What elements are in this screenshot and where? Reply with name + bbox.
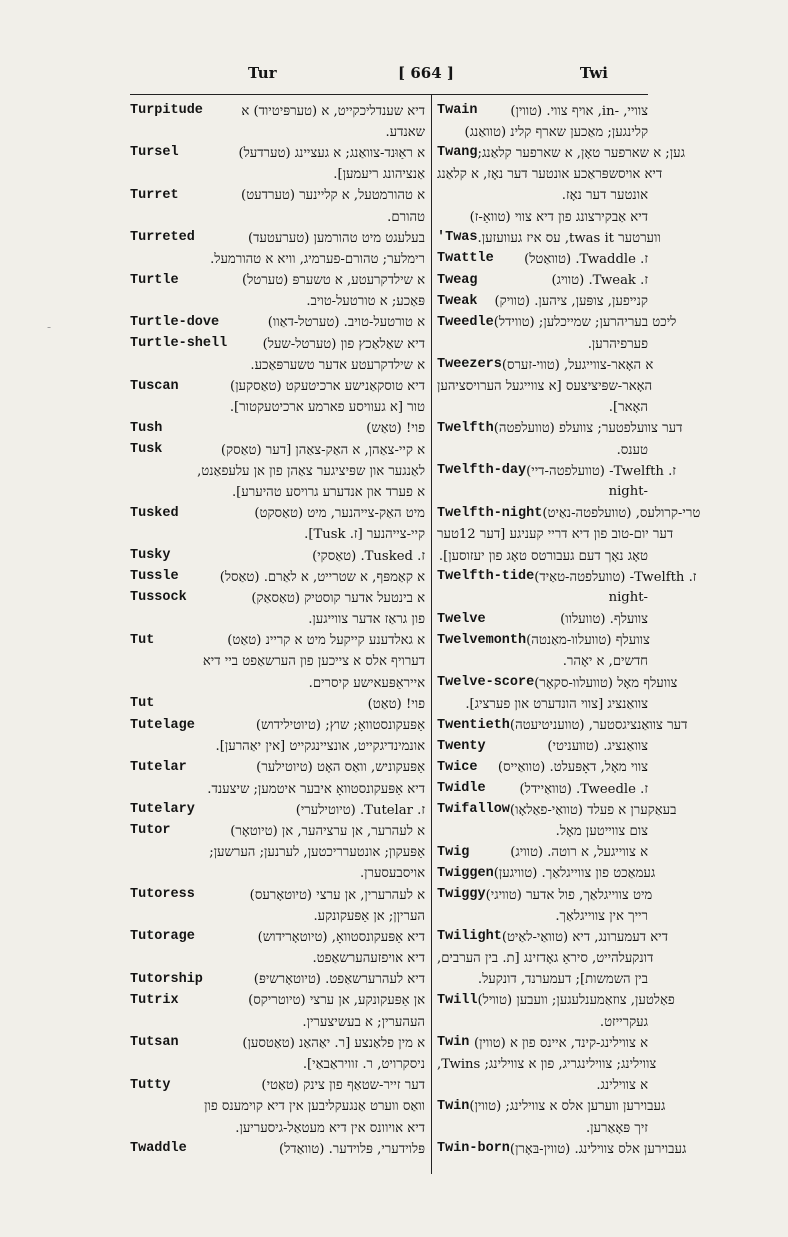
dictionary-entry-line <box>437 439 648 460</box>
gloss: פון גראַז אדער צווייגען. <box>308 612 425 628</box>
gloss: פּאַכע; א טורטעל-טויב. <box>306 294 425 310</box>
dictionary-entry-line <box>437 354 654 375</box>
dictionary-entry-line <box>437 481 648 502</box>
dictionary-entry-line <box>130 524 425 545</box>
dictionary-entry-line <box>130 1117 425 1138</box>
gloss: העהערין; א בעשיצערין. <box>302 1014 425 1030</box>
dictionary-entry-line <box>130 248 425 269</box>
dictionary-entry-line <box>437 397 648 418</box>
dictionary-entry-line <box>437 375 653 396</box>
dictionary-entry-line <box>437 164 663 185</box>
dictionary-entry-line <box>437 990 675 1011</box>
dictionary-entry-line <box>437 1138 687 1159</box>
gloss: קנייפען, צופּען, ציהען. (טוויק) <box>494 294 648 310</box>
gloss: קיי-צייהנער [ז. Tusk]. <box>304 527 425 543</box>
gloss: א שילדקרעטע, א טשערפּ (טערטל) <box>241 273 425 289</box>
gloss: צוויי, -in, אויף צווי. (טווין) <box>510 103 648 119</box>
dictionary-entry-line <box>130 100 425 121</box>
gloss: ז. Tusked. (טאַסקי) <box>312 548 425 564</box>
dictionary-entry-line <box>130 884 425 905</box>
dictionary-entry-line <box>437 121 648 142</box>
gloss: א פערד און אנדערע גרויסע טהיערע]. <box>231 484 425 500</box>
headword: Tutsan <box>130 1035 179 1051</box>
gloss: טור [א געוויסע פארמע ארכיטעקטור]. <box>229 400 425 416</box>
gloss: מיט האַק-צייהנער, מיט (טאַסקט) <box>254 506 425 522</box>
gloss: -night <box>608 484 648 500</box>
gloss: -night <box>608 590 648 606</box>
dictionary-entry-line <box>437 248 648 269</box>
dictionary-entry-line <box>437 524 674 545</box>
dictionary-entry-line <box>437 1117 648 1138</box>
dictionary-entry-line <box>437 587 648 608</box>
headword: Tush <box>130 420 163 436</box>
gloss: ז. Twelfth- (טוועלפטה-טאַיד) <box>534 569 697 585</box>
gloss: צוואַנציג [צווי הונדערט און פערציג]. <box>465 696 648 712</box>
gloss: פוי! (טאַש) <box>366 421 425 437</box>
gloss: דיא אַפּעקונסטוואָ איבער איטמען; שיצענד. <box>207 781 425 797</box>
headword: Tutorage <box>130 929 195 945</box>
gloss: דיא אויפזעהערשאַפט. <box>312 951 425 967</box>
headword: Tut <box>130 632 155 648</box>
headword: Turreted <box>130 230 195 246</box>
dictionary-entry-line <box>437 185 648 206</box>
dictionary-entry-line <box>437 630 648 651</box>
headword: Twidle <box>437 781 486 797</box>
gloss: א גאלדענע קייקעל מיט א קריינ (טאַט) <box>227 633 425 649</box>
gloss: שאנדע. <box>385 124 425 140</box>
gloss: קלינגען; מאַכען שארף קלינ (טוואַנג) <box>464 124 648 140</box>
dictionary-entry-line <box>437 503 701 524</box>
gloss: ז. Twelfth- (טוועלפטה-דיי) <box>526 463 676 479</box>
gloss: פערפיהרען. <box>587 336 648 352</box>
dictionary-entry-line <box>437 1075 648 1096</box>
gloss: דיא אַבקירצונג פון דיא צווי (טוואַ-ז) <box>469 209 648 225</box>
gloss: ווערטער twas it, עס איז געוועזען. <box>477 230 661 246</box>
margin-mark: - <box>47 320 52 334</box>
dictionary-entry-line <box>130 736 425 757</box>
gloss: א צווילינג-קינד, איינס פון א (טווין) <box>473 1035 648 1051</box>
header-left-guide-word: Tur <box>248 64 277 82</box>
gloss: א טהורמטעל, א קליינער (טערדעט) <box>241 188 425 204</box>
headword: Twice <box>437 759 478 775</box>
headword: Twentieth <box>437 717 510 733</box>
gloss: געקרייזט. <box>599 1014 648 1030</box>
gloss: דער זייר-שטאַף פון צינק (טאַטי) <box>261 1078 425 1094</box>
dictionary-entry-line <box>130 778 425 799</box>
gloss: א שילדקרעטע אדער טשערפּאַכע. <box>250 357 425 373</box>
dictionary-entry-line <box>437 863 656 884</box>
gloss: דיא דעמערונג, דיא (טוואַי-לאַיט) <box>501 929 668 945</box>
headword: Twenty <box>437 738 486 754</box>
dictionary-entry-line <box>437 460 676 481</box>
gloss: בעלעגט מיט טהורמען (טערעטעד) <box>247 230 425 246</box>
headword: Twill <box>437 992 478 1008</box>
gloss: טענס. <box>616 442 648 458</box>
headword: Twifallow <box>437 802 510 818</box>
dictionary-entry-line <box>437 1053 657 1074</box>
gloss: א האָאר-צווייגעל, (טווי-זערס) <box>501 357 654 373</box>
headword: Twelve <box>437 611 486 627</box>
dictionary-entry-line <box>130 630 425 651</box>
dictionary-entry-line <box>437 1032 648 1053</box>
dictionary-entry-line <box>130 1138 425 1159</box>
dictionary-entry-line <box>130 164 425 185</box>
headword: Twelfth-night <box>437 505 543 521</box>
gloss: חדשים, א יאָהר. <box>562 654 648 670</box>
dictionary-entry-line <box>130 354 425 375</box>
dictionary-entry-line <box>437 333 648 354</box>
dictionary-entry-line <box>437 778 648 799</box>
dictionary-entry-line <box>130 926 425 947</box>
gloss: דיא טוסקאַנישע ארכיטעקט (טאַסקען) <box>230 379 425 395</box>
headword: Turtle <box>130 272 179 288</box>
gloss: אַפּעקון; אונטערריכטען, לערנען; הערשען; <box>209 845 425 861</box>
headword: Tursel <box>130 145 179 161</box>
gloss: א צווילינג. <box>596 1078 648 1094</box>
gloss: האָאר]. <box>608 400 648 416</box>
gloss: לאַנגער און שפּיציגער צאַהן פון אן עלעפאַנט, <box>197 463 425 479</box>
gloss: אונמינדיגקייט, אונציינגקייט [אין יאַהרען]. <box>215 739 425 755</box>
headword: Twin <box>437 1098 470 1114</box>
gloss: א ראַוּנד-צוואַנג; א געציינג (טערדעל) <box>238 145 425 161</box>
left-column <box>130 100 425 1159</box>
dictionary-entry-line <box>437 609 648 630</box>
headword: Twin-born <box>437 1141 510 1157</box>
dictionary-entry-line <box>437 566 697 587</box>
gloss: געבוירען אלס צווילינג. (טווין-בּאָרן) <box>509 1141 687 1157</box>
dictionary-entry-line <box>437 948 654 969</box>
headword: Tweag <box>437 272 478 288</box>
dictionary-entry-line <box>437 418 683 439</box>
dictionary-entry-line <box>130 481 425 502</box>
dictionary-entry-line <box>130 1096 425 1117</box>
gloss: דער צוועלפטער; צוועלפ (טוועלפטה) <box>493 421 683 437</box>
headword: Tussock <box>130 590 187 606</box>
dictionary-entry-line <box>130 1011 425 1032</box>
gloss: בין השמשות]; דעמערנד, דונקעל. <box>477 972 648 988</box>
gloss: פּלוידערי, פּלוידער. (טוואַדל) <box>278 1141 425 1157</box>
gloss: ז. Twaddle. (טוואַטל) <box>524 251 648 267</box>
dictionary-entry-line <box>130 969 425 990</box>
headword: Turtle-dove <box>130 314 220 330</box>
gloss: דיא לעהרערשאַפט. (טיוטאָרשיפּ) <box>253 972 425 988</box>
gloss: גען; א שארפער טאָן, א שארפער קלאַנג; <box>477 145 685 161</box>
gloss: דיא אויוונס אין דיא מעטאַל-גיסעריען. <box>235 1120 425 1136</box>
gloss: אויסבעסערן. <box>359 866 425 882</box>
gloss: א קאַמפּף, א שטרייט, א לאַרם. (טאַסל) <box>219 569 425 585</box>
dictionary-entry-line <box>130 842 425 863</box>
dictionary-entry-line <box>130 121 425 142</box>
dictionary-entry-line <box>437 714 688 735</box>
dictionary-entry-line <box>437 926 668 947</box>
dictionary-entry-line <box>437 799 677 820</box>
gloss: א קיי-צאַהן, א האַק-צאַהן [דער (טאַסק) <box>220 442 425 458</box>
dictionary-entry-line <box>437 820 648 841</box>
headword: Twang <box>437 145 478 161</box>
gloss: געמאַכט פון צווייגלאַך. (טוויגען) <box>493 866 656 882</box>
headword: Twain <box>437 103 478 119</box>
gloss: געבוירען ווערען אלס א צווילינג; (טווין) <box>469 1099 666 1115</box>
gloss: רימלער; טהורם-פערמיג, וויא א טהורמעל. <box>210 251 425 267</box>
headword: Twelvemonth <box>437 632 527 648</box>
gloss: העריןן; אן אַפּעקונקע. <box>313 908 425 924</box>
dictionary-entry-line <box>130 757 425 778</box>
header-right-guide-word: Twi <box>579 64 608 82</box>
gloss: אַפּעקונסטוואָ; שוץ; (טיוטילידוש) <box>255 718 425 734</box>
dictionary-entry-line <box>437 884 653 905</box>
dictionary-entry-line <box>437 651 648 672</box>
gloss: האָאר-שפּיציצעס [א צווייגעל הערויסציהען <box>437 379 653 395</box>
gloss: צוועלף. (טוועלוו) <box>560 612 648 628</box>
headword: Turtle-shell <box>130 336 228 352</box>
dictionary-entry-line <box>130 672 425 693</box>
dictionary-entry-line <box>130 397 425 418</box>
gloss: טאָג נאָך דעם געבורטס טאָג פון יעזוסען]. <box>438 548 648 564</box>
dictionary-entry-line <box>130 609 425 630</box>
gloss: וואַס ווערט אַנגעקליבען אין דיא קוימענס פון <box>204 1099 425 1115</box>
gloss: פוי! (טאַט) <box>367 696 425 712</box>
dictionary-entry-line <box>130 651 425 672</box>
gloss: מיט צווייגלאַך, פול אדער (טוויגי) <box>485 887 653 903</box>
dictionary-entry-line <box>130 375 425 396</box>
gloss: אייראַפּעאישע קיסרים. <box>308 675 425 691</box>
dictionary-entry-line <box>437 1096 666 1117</box>
gloss: ז. Tweedle. (טוואַיידל) <box>519 781 648 797</box>
dictionary-entry-line <box>130 714 425 735</box>
dictionary-entry-line <box>130 418 425 439</box>
headword: Twiggy <box>437 887 486 903</box>
headword: Twiggen <box>437 865 494 881</box>
dictionary-entry-line <box>130 333 425 354</box>
gloss: פאַלטען, צוזאַמענלעגען; וועבען (טוויל) <box>477 993 675 1009</box>
dictionary-entry-line <box>130 799 425 820</box>
dictionary-entry-line <box>130 206 425 227</box>
gloss: דער יום-טוב פון דיא דריי קעניגע [דער 12טער <box>437 527 674 543</box>
dictionary-entry-line <box>437 672 678 693</box>
header-rule <box>130 94 648 95</box>
gloss: טרי-קרולעס, (טוועלפטה-נאַיט) <box>542 506 701 522</box>
headword: Tusk <box>130 442 163 458</box>
dictionary-entry-line <box>437 842 648 863</box>
headword: Tutelar <box>130 759 187 775</box>
gloss: א צווייגעל, א רוטה. (טוויג) <box>510 845 648 861</box>
dictionary-entry-line <box>130 312 425 333</box>
dictionary-entry-line <box>130 1053 425 1074</box>
dictionary-entry-line <box>130 566 425 587</box>
headword: Twilight <box>437 929 502 945</box>
headword: Tussle <box>130 569 179 585</box>
headword: Twelfth-day <box>437 463 527 479</box>
gloss: דער צוואַנציגסטער, (טוועניטיעטה) <box>509 718 688 734</box>
gloss: א בינטעל אדער קוסטיק (טאַסאַק) <box>251 590 425 606</box>
headword: Twaddle <box>130 1141 187 1157</box>
headword: Twattle <box>437 251 494 267</box>
headword: Tutelage <box>130 717 195 733</box>
dictionary-entry-line <box>130 227 425 248</box>
dictionary-entry-line <box>437 270 648 291</box>
headword: Twig <box>437 844 470 860</box>
headword: Twelfth-tide <box>437 569 535 585</box>
headword: Tutrix <box>130 992 179 1008</box>
gloss: ז. Tutelar. (טיוטילערי) <box>295 802 425 818</box>
column-divider <box>431 94 432 1174</box>
gloss: ז. Tweak. (טוויג) <box>551 273 648 289</box>
headword: Twin <box>437 1035 470 1051</box>
dictionary-entry-line <box>130 185 425 206</box>
dictionary-entry-line <box>437 206 648 227</box>
headword: Tusky <box>130 548 171 564</box>
gloss: זיך פּאָאַרען. <box>585 1120 648 1136</box>
dictionary-entry-line <box>130 142 425 163</box>
headword: Tutelary <box>130 802 195 818</box>
dictionary-entry-line <box>437 969 648 990</box>
gloss: צוועלף מאָל (טוועלוו-סקאָר) <box>534 675 678 691</box>
headword: Tuscan <box>130 378 179 394</box>
gloss: א לעהרער, אן ערציהער, אן (טיוטאָר) <box>230 823 425 839</box>
dictionary-entry-line <box>130 990 425 1011</box>
dictionary-entry-line <box>130 291 425 312</box>
gloss: אונטער דער נאָז. <box>561 188 648 204</box>
dictionary-entry-line <box>437 312 677 333</box>
headword: Tut <box>130 696 155 712</box>
gloss: דונקעלהייט, סיראַ גאָדזינג [ת. בין הערבים, <box>437 951 654 967</box>
dictionary-entry-line <box>130 863 425 884</box>
dictionary-entry-line <box>437 1011 648 1032</box>
page-header <box>130 62 648 90</box>
dictionary-entry-line <box>130 545 425 566</box>
gloss: בעאַקערן א פעלד (טוואַי-פאַלאָו) <box>509 802 677 818</box>
gloss: דיא אַפּעקונסטוואָ, (טיוטאָרידוש) <box>257 929 425 945</box>
dictionary-entry-line <box>437 693 648 714</box>
dictionary-entry-line <box>130 1032 425 1053</box>
gloss: צוועלף (טוועלוו-מאַנטה) <box>526 633 650 649</box>
gloss: א לעהרערין, אן ערצי (טיוטאָרעס) <box>249 887 425 903</box>
dictionary-entry-line <box>437 227 661 248</box>
gloss: צוואַנציג. (טוועניטי) <box>547 739 648 755</box>
headword: Tutorship <box>130 971 203 987</box>
gloss: דיא שאַלאַכץ פון (טערטל-שעל) <box>262 336 425 352</box>
dictionary-entry-line <box>130 948 425 969</box>
dictionary-entry-line <box>130 270 425 291</box>
gloss: טהורם. <box>387 209 425 225</box>
gloss: אַנציהונג ריעמען]. <box>333 167 425 183</box>
headword: Tweak <box>437 293 478 309</box>
headword: Tweezers <box>437 357 502 373</box>
headword: Tutoress <box>130 887 195 903</box>
gloss: צווי מאָל, דאָפּעלט. (טוואַייס) <box>497 760 648 776</box>
dictionary-entry-line <box>130 439 425 460</box>
dictionary-entry-line <box>130 503 425 524</box>
gloss: ליכט בעריהרען; שמייכלען; (טווידל) <box>493 315 677 331</box>
headword: 'Twas <box>437 230 478 246</box>
right-column <box>437 100 701 1159</box>
gloss: דיא שענדליכקייט, א (טערפּיטיוד) א <box>241 103 425 119</box>
headword: Tweedle <box>437 314 494 330</box>
dictionary-entry-line <box>437 757 648 778</box>
gloss: דערויף אלס א צייכען פון הערשאַפט ביי דיא <box>202 654 425 670</box>
dictionary-entry-line <box>437 291 648 312</box>
dictionary-entry-line <box>130 820 425 841</box>
dictionary-entry-line <box>130 460 425 481</box>
dictionary-entry-line <box>437 142 685 163</box>
page-number: [ 664 ] <box>398 64 454 82</box>
dictionary-entry-line <box>437 905 648 926</box>
gloss: א מין פלאַנצע [ר. יאַהאַנ (טאַטסען) <box>242 1035 425 1051</box>
gloss: אַפּעקוניש, וואַס האָט (טיוטילער) <box>256 760 425 776</box>
headword: Tutty <box>130 1077 171 1093</box>
gloss: רייך אין צווייגלאַך. <box>555 908 648 924</box>
headword: Turret <box>130 187 179 203</box>
dictionary-entry-line <box>130 1075 425 1096</box>
gloss: ניסקרויט, ר. זוויראַבאַי]. <box>302 1057 425 1073</box>
headword: Twelfth <box>437 420 494 436</box>
headword: Twelve-score <box>437 675 535 691</box>
gloss: דיא אויסשפּראַכע אונטער דער נאָז, א קלאַנג <box>437 167 663 183</box>
gloss: צווילינג; צווילינגריג, פון א צווילינג; Twins, <box>437 1057 657 1073</box>
gloss: צום צווייטען מאָל. <box>555 823 648 839</box>
headword: Tutor <box>130 823 171 839</box>
gloss: א טורטעל-טויב. (טערטל-דאַוו) <box>267 315 425 331</box>
headword: Tusked <box>130 505 179 521</box>
dictionary-entry-line <box>437 100 648 121</box>
dictionary-entry-line <box>130 905 425 926</box>
dictionary-entry-line <box>130 693 425 714</box>
dictionary-entry-line <box>130 587 425 608</box>
headword: Turpitude <box>130 103 203 119</box>
dictionary-entry-line <box>437 545 648 566</box>
dictionary-entry-line <box>437 736 648 757</box>
gloss: אן אַפּעקונקע, אן ערצי (טיוטריקס) <box>248 993 425 1009</box>
